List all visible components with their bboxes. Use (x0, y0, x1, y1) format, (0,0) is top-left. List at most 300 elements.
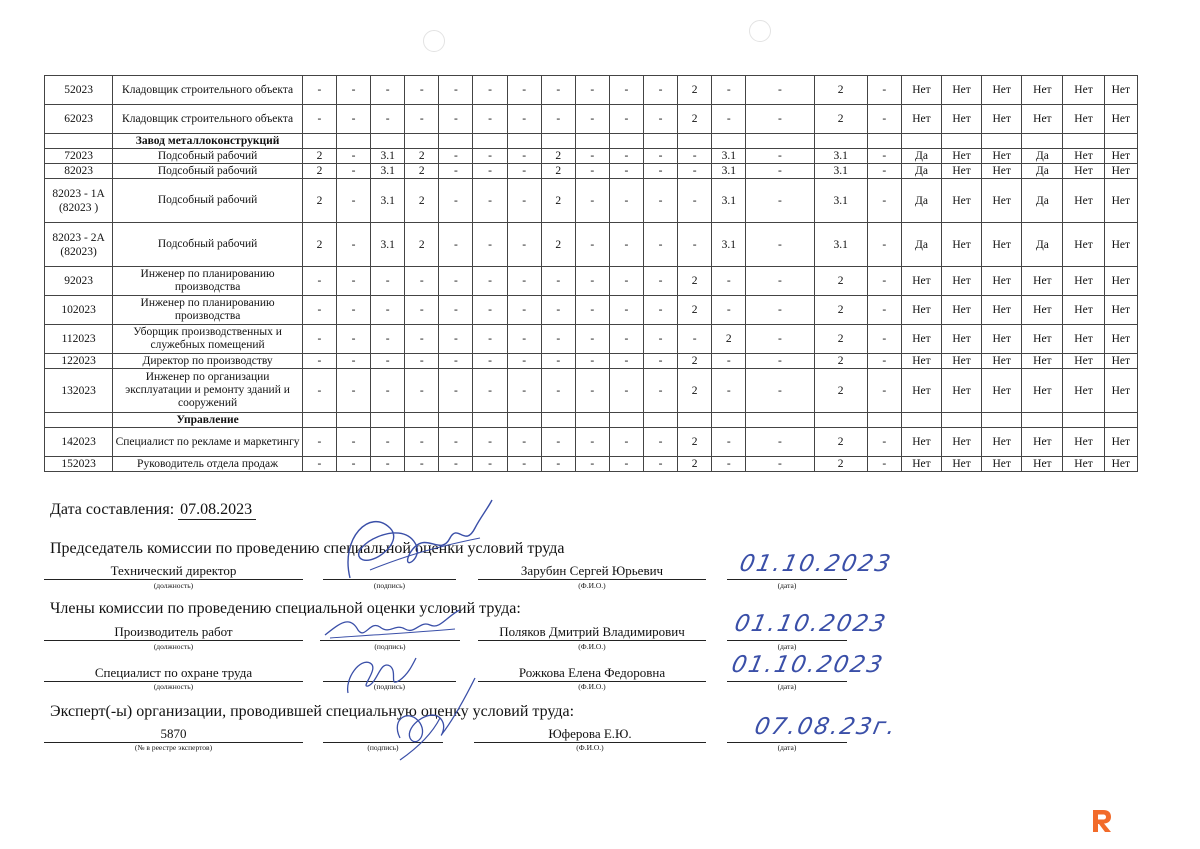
value-cell: - (712, 267, 746, 296)
value-cell: - (405, 354, 439, 369)
member-2-handwritten-date: 01.10.2023 (729, 652, 887, 678)
value-cell: - (302, 296, 336, 325)
empty-cell (867, 134, 901, 149)
value-cell: - (405, 105, 439, 134)
compilation-date-line (50, 501, 256, 520)
value-cell: Нет (1063, 179, 1104, 223)
empty-cell (541, 413, 575, 428)
empty-cell (982, 413, 1022, 428)
value-cell: - (541, 354, 575, 369)
value-cell: Нет (1022, 354, 1063, 369)
expert-signature (380, 668, 490, 763)
expert-date-caption: (дата) (777, 743, 797, 752)
value-cell: Нет (1104, 354, 1137, 369)
value-cell: - (337, 76, 371, 105)
value-cell: Нет (1063, 164, 1104, 179)
section-label: Завод металлоконструкций (113, 134, 303, 149)
value-cell: - (439, 164, 473, 179)
value-cell: 2 (678, 369, 712, 413)
value-cell: Нет (982, 76, 1022, 105)
member-2-name-caption: (Ф.И.О.) (578, 682, 606, 691)
value-cell: - (439, 296, 473, 325)
value-cell: - (439, 223, 473, 267)
value-cell: - (746, 296, 814, 325)
value-cell: - (678, 325, 712, 354)
value-cell: - (337, 457, 371, 472)
value-cell: 2 (814, 296, 867, 325)
value-cell: Нет (1104, 105, 1137, 134)
value-cell: - (712, 457, 746, 472)
value-cell: - (644, 267, 678, 296)
value-cell: - (678, 179, 712, 223)
compilation-date-label: Дата составления: (50, 501, 175, 518)
value-cell: 3.1 (371, 149, 405, 164)
value-cell: Нет (1104, 296, 1137, 325)
value-cell: - (644, 457, 678, 472)
empty-cell (712, 413, 746, 428)
value-cell: - (746, 105, 814, 134)
empty-cell (1022, 413, 1063, 428)
value-cell: - (473, 267, 507, 296)
value-cell: Нет (1063, 428, 1104, 457)
value-cell: 2 (302, 223, 336, 267)
value-cell: - (337, 296, 371, 325)
job-title: Специалист по рекламе и маркетингу (113, 428, 303, 457)
value-cell: - (405, 369, 439, 413)
value-cell: - (337, 149, 371, 164)
value-cell: - (439, 354, 473, 369)
value-cell: - (507, 354, 541, 369)
value-cell: - (507, 105, 541, 134)
value-cell: Нет (982, 296, 1022, 325)
job-title: Подсобный рабочий (113, 223, 303, 267)
chairman-name: Зарубин Сергей Юрьевич (478, 563, 706, 580)
table-row (45, 457, 1138, 472)
value-cell: 2 (678, 105, 712, 134)
value-cell: Нет (942, 267, 982, 296)
value-cell: 3.1 (371, 164, 405, 179)
value-cell: - (473, 369, 507, 413)
value-cell: - (712, 369, 746, 413)
value-cell: Нет (1022, 267, 1063, 296)
value-cell: - (302, 457, 336, 472)
value-cell: Нет (1104, 76, 1137, 105)
value-cell: 2 (814, 354, 867, 369)
value-cell: 2 (678, 428, 712, 457)
value-cell: - (746, 428, 814, 457)
job-title: Директор по производству (113, 354, 303, 369)
value-cell: - (541, 369, 575, 413)
value-cell: Нет (1063, 354, 1104, 369)
value-cell: 2 (541, 149, 575, 164)
member-1-signature (320, 605, 470, 650)
value-cell: - (644, 76, 678, 105)
value-cell: Да (1022, 149, 1063, 164)
value-cell: - (867, 164, 901, 179)
empty-cell (1063, 134, 1104, 149)
value-cell: Нет (1104, 149, 1137, 164)
value-cell: Да (901, 223, 941, 267)
empty-cell (405, 134, 439, 149)
value-cell: - (507, 149, 541, 164)
value-cell: Нет (901, 369, 941, 413)
value-cell: - (302, 369, 336, 413)
value-cell: - (541, 457, 575, 472)
value-cell: Нет (1063, 149, 1104, 164)
value-cell: - (609, 179, 643, 223)
value-cell: 2 (678, 76, 712, 105)
value-cell: - (337, 325, 371, 354)
value-cell: - (609, 354, 643, 369)
value-cell: 3.1 (814, 149, 867, 164)
member-1-handwritten-date: 01.10.2023 (732, 611, 890, 637)
value-cell: - (609, 267, 643, 296)
r-logo-icon (1090, 808, 1112, 834)
members-heading: Члены комиссии по проведению специальной оценки условий труда: (50, 600, 521, 617)
value-cell: - (867, 149, 901, 164)
value-cell: - (473, 164, 507, 179)
value-cell: 2 (678, 457, 712, 472)
table-row (45, 149, 1138, 164)
value-cell: - (337, 223, 371, 267)
table-row (45, 223, 1138, 267)
value-cell: Нет (1063, 369, 1104, 413)
value-cell: - (867, 428, 901, 457)
value-cell: - (371, 296, 405, 325)
value-cell: Нет (1104, 325, 1137, 354)
value-cell: - (867, 369, 901, 413)
value-cell: 2 (678, 267, 712, 296)
value-cell: Нет (1063, 76, 1104, 105)
value-cell: - (302, 267, 336, 296)
value-cell: - (473, 76, 507, 105)
sout-results-table (44, 75, 1138, 472)
value-cell: Нет (901, 267, 941, 296)
value-cell: - (609, 149, 643, 164)
value-cell: - (867, 267, 901, 296)
table-row (45, 164, 1138, 179)
empty-cell (1104, 413, 1137, 428)
member-1-name: Поляков Дмитрий Владимирович (478, 624, 706, 641)
value-cell: - (746, 179, 814, 223)
workplace-number: 122023 (45, 354, 113, 369)
value-cell: Нет (982, 325, 1022, 354)
value-cell: - (302, 76, 336, 105)
job-title: Кладовщик строительного объекта (113, 105, 303, 134)
expert-name: Юферова Е.Ю. (474, 726, 706, 743)
chairman-name-caption: (Ф.И.О.) (578, 581, 606, 590)
value-cell: 3.1 (814, 164, 867, 179)
chairman-signature (330, 498, 500, 598)
table-row (45, 105, 1138, 134)
value-cell: - (575, 369, 609, 413)
value-cell: - (678, 164, 712, 179)
empty-cell (746, 134, 814, 149)
value-cell: Нет (1104, 457, 1137, 472)
value-cell: - (507, 223, 541, 267)
value-cell: 2 (814, 457, 867, 472)
value-cell: - (473, 105, 507, 134)
value-cell: 3.1 (712, 179, 746, 223)
value-cell: 2 (405, 164, 439, 179)
value-cell: Нет (982, 105, 1022, 134)
value-cell: 2 (302, 164, 336, 179)
value-cell: - (609, 164, 643, 179)
workplace-number: 112023 (45, 325, 113, 354)
value-cell: Нет (1022, 369, 1063, 413)
value-cell: - (746, 369, 814, 413)
empty-cell (371, 413, 405, 428)
value-cell: - (867, 457, 901, 472)
empty-cell (302, 413, 336, 428)
member-2-signature-caption: (подпись) (373, 682, 406, 691)
value-cell: - (541, 76, 575, 105)
job-title: Руководитель отдела продаж (113, 457, 303, 472)
value-cell: Нет (982, 457, 1022, 472)
value-cell: Нет (901, 325, 941, 354)
value-cell: - (541, 325, 575, 354)
workplace-number: 52023 (45, 76, 113, 105)
job-title: Подсобный рабочий (113, 149, 303, 164)
value-cell: 2 (814, 76, 867, 105)
chairman-position: Технический директор (44, 563, 303, 580)
value-cell: Нет (942, 296, 982, 325)
empty-cell (867, 413, 901, 428)
value-cell: - (609, 296, 643, 325)
value-cell: 2 (814, 325, 867, 354)
value-cell: - (439, 76, 473, 105)
empty-cell (814, 413, 867, 428)
value-cell: - (609, 325, 643, 354)
empty-cell (337, 134, 371, 149)
value-cell: - (712, 76, 746, 105)
empty-cell (678, 413, 712, 428)
value-cell: 2 (405, 149, 439, 164)
value-cell: 2 (712, 325, 746, 354)
value-cell: Нет (982, 354, 1022, 369)
expert-registry-number: 5870 (44, 726, 303, 743)
value-cell: Нет (1022, 105, 1063, 134)
value-cell: - (473, 354, 507, 369)
workplace-number: 102023 (45, 296, 113, 325)
value-cell: - (575, 457, 609, 472)
value-cell: - (644, 428, 678, 457)
value-cell: 2 (541, 223, 575, 267)
value-cell: - (746, 267, 814, 296)
workplace-number: 92023 (45, 267, 113, 296)
value-cell: Нет (901, 296, 941, 325)
expert-heading: Эксперт(-ы) организации, проводившей специальную оценку условий труда: (50, 703, 575, 720)
value-cell: - (644, 164, 678, 179)
value-cell: 2 (302, 149, 336, 164)
value-cell: Нет (901, 105, 941, 134)
value-cell: - (439, 325, 473, 354)
compilation-date-value: 07.08.2023 (178, 501, 256, 520)
empty-cell (1104, 134, 1137, 149)
value-cell: - (867, 325, 901, 354)
empty-cell (814, 134, 867, 149)
value-cell: - (867, 223, 901, 267)
value-cell: - (302, 325, 336, 354)
value-cell: - (507, 179, 541, 223)
value-cell: Нет (1063, 223, 1104, 267)
value-cell: Нет (942, 179, 982, 223)
value-cell: Нет (942, 354, 982, 369)
empty-cell (45, 413, 113, 428)
value-cell: - (439, 267, 473, 296)
value-cell: - (644, 105, 678, 134)
table-row (45, 428, 1138, 457)
member-2-name: Рожкова Елена Федоровна (478, 665, 706, 682)
value-cell: - (609, 369, 643, 413)
empty-cell (507, 134, 541, 149)
value-cell: 3.1 (371, 179, 405, 223)
value-cell: - (405, 267, 439, 296)
value-cell: 3.1 (712, 223, 746, 267)
value-cell: - (678, 149, 712, 164)
empty-cell (982, 134, 1022, 149)
value-cell: - (712, 296, 746, 325)
value-cell: Нет (1022, 325, 1063, 354)
value-cell: - (541, 428, 575, 457)
value-cell: Нет (1063, 296, 1104, 325)
empty-cell (1063, 413, 1104, 428)
value-cell: - (712, 354, 746, 369)
value-cell: - (575, 267, 609, 296)
value-cell: - (371, 105, 405, 134)
empty-cell (1022, 134, 1063, 149)
chairman-handwritten-date: 01.10.2023 (737, 551, 895, 577)
punch-hole-right (749, 20, 771, 42)
value-cell: - (337, 164, 371, 179)
value-cell: - (746, 457, 814, 472)
value-cell: Нет (942, 164, 982, 179)
value-cell: - (609, 76, 643, 105)
member-2-date-caption: (дата) (777, 682, 797, 691)
value-cell: - (473, 428, 507, 457)
job-title: Инженер по организации эксплуатации и ремонту зданий и сооружений (113, 369, 303, 413)
value-cell: - (302, 105, 336, 134)
chairman-signature-caption: (подпись) (373, 581, 406, 590)
value-cell: - (644, 296, 678, 325)
value-cell: Нет (1022, 76, 1063, 105)
value-cell: Нет (1063, 267, 1104, 296)
value-cell: - (507, 267, 541, 296)
value-cell: - (473, 223, 507, 267)
value-cell: - (405, 325, 439, 354)
job-title: Уборщик производственных и служебных помещений (113, 325, 303, 354)
value-cell: - (337, 369, 371, 413)
value-cell: Нет (1063, 457, 1104, 472)
value-cell: 2 (814, 105, 867, 134)
empty-cell (302, 134, 336, 149)
table-row (45, 325, 1138, 354)
value-cell: Нет (982, 369, 1022, 413)
job-title: Инженер по планированию производства (113, 296, 303, 325)
value-cell: - (867, 354, 901, 369)
workplace-number: 62023 (45, 105, 113, 134)
value-cell: - (439, 457, 473, 472)
value-cell: Нет (1022, 296, 1063, 325)
value-cell: - (746, 354, 814, 369)
value-cell: - (575, 325, 609, 354)
value-cell: - (439, 149, 473, 164)
member-1-name-caption: (Ф.И.О.) (578, 642, 606, 651)
chairman-heading: Председатель комиссии по проведению специальной оценки условий труда (50, 540, 565, 557)
value-cell: - (541, 296, 575, 325)
value-cell: - (507, 428, 541, 457)
empty-cell (644, 413, 678, 428)
value-cell: - (337, 105, 371, 134)
member-1-date-caption: (дата) (777, 642, 797, 651)
value-cell: 2 (405, 223, 439, 267)
value-cell: - (644, 369, 678, 413)
value-cell: - (644, 223, 678, 267)
punch-hole-left (423, 30, 445, 52)
value-cell: - (575, 76, 609, 105)
value-cell: - (439, 428, 473, 457)
value-cell: Да (901, 149, 941, 164)
value-cell: Нет (942, 457, 982, 472)
value-cell: - (575, 149, 609, 164)
value-cell: Нет (1104, 369, 1137, 413)
value-cell: - (473, 296, 507, 325)
empty-cell (678, 134, 712, 149)
value-cell: Нет (1104, 267, 1137, 296)
empty-cell (473, 134, 507, 149)
value-cell: - (473, 457, 507, 472)
chairman-position-caption: (должность) (153, 581, 194, 590)
empty-cell (45, 134, 113, 149)
empty-cell (746, 413, 814, 428)
workplace-number: 152023 (45, 457, 113, 472)
value-cell: 2 (405, 179, 439, 223)
value-cell: - (575, 179, 609, 223)
value-cell: 2 (541, 164, 575, 179)
value-cell: - (867, 296, 901, 325)
value-cell: 3.1 (814, 179, 867, 223)
empty-cell (337, 413, 371, 428)
value-cell: Да (901, 179, 941, 223)
value-cell: - (371, 457, 405, 472)
value-cell: - (337, 179, 371, 223)
empty-cell (942, 413, 982, 428)
value-cell: Нет (942, 105, 982, 134)
value-cell: - (541, 105, 575, 134)
value-cell: Да (1022, 164, 1063, 179)
value-cell: - (507, 457, 541, 472)
value-cell: - (439, 105, 473, 134)
table-row (45, 296, 1138, 325)
value-cell: - (473, 149, 507, 164)
empty-cell (609, 413, 643, 428)
value-cell: - (507, 76, 541, 105)
value-cell: 3.1 (712, 164, 746, 179)
member-1-signature-caption: (подпись) (374, 642, 406, 651)
workplace-number: 72023 (45, 149, 113, 164)
value-cell: Нет (942, 149, 982, 164)
value-cell: - (405, 76, 439, 105)
empty-cell (942, 134, 982, 149)
value-cell: - (746, 325, 814, 354)
value-cell: Нет (982, 428, 1022, 457)
value-cell: 2 (678, 296, 712, 325)
table-row (45, 354, 1138, 369)
value-cell: - (644, 354, 678, 369)
value-cell: - (302, 354, 336, 369)
value-cell: - (473, 179, 507, 223)
chairman-date-caption: (дата) (777, 581, 797, 590)
